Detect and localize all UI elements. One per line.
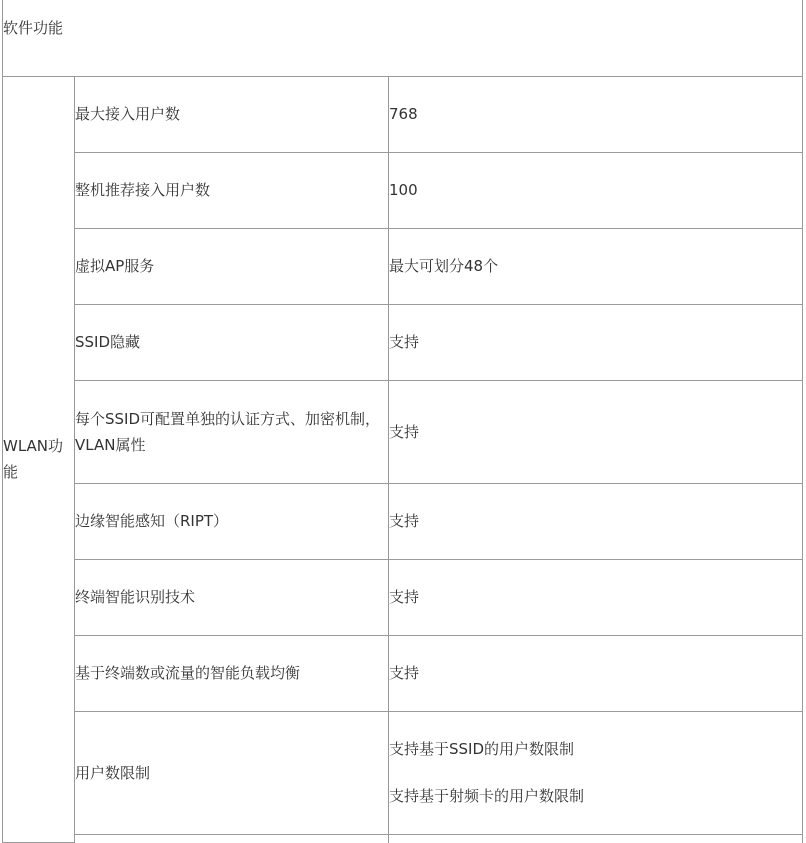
value-line: 支持基于射频卡的用户数限制 — [389, 787, 585, 805]
category-cell: WLAN功能 — [3, 76, 75, 843]
value-cell: 支持 — [389, 304, 803, 380]
line-gap — [389, 762, 802, 783]
feature-cell: 虚拟AP服务 — [75, 228, 389, 304]
table-row — [3, 483, 803, 559]
value-cell: 768 — [389, 76, 803, 152]
value-cell: 100 — [389, 152, 803, 228]
feature-cell: 终端智能识别技术 — [75, 559, 389, 635]
value-cell: 最大可划分48个 — [389, 228, 803, 304]
spec-table — [2, 0, 803, 843]
feature-cell-empty — [75, 834, 389, 843]
table-row — [3, 559, 803, 635]
feature-cell: 最大接入用户数 — [75, 76, 389, 152]
value-cell: 支持 — [389, 380, 803, 483]
feature-cell: 整机推荐接入用户数 — [75, 152, 389, 228]
value-cell — [389, 711, 803, 834]
feature-cell: 每个SSID可配置单独的认证方式、加密机制，VLAN属性 — [75, 380, 389, 483]
section-header-row — [3, 0, 803, 76]
feature-cell: 基于终端数或流量的智能负载均衡 — [75, 635, 389, 711]
value-cell-empty — [389, 834, 803, 843]
table-row — [3, 711, 803, 834]
table-row — [3, 304, 803, 380]
section-title: 软件功能 — [3, 0, 803, 76]
table-row — [3, 635, 803, 711]
feature-cell: 边缘智能感知（RIPT） — [75, 483, 389, 559]
table-row-partial — [3, 834, 803, 843]
value-cell: 支持 — [389, 635, 803, 711]
table-row — [3, 380, 803, 483]
table-row — [3, 228, 803, 304]
feature-cell: SSID隐藏 — [75, 304, 389, 380]
table-row — [3, 76, 803, 152]
value-line: 支持基于SSID的用户数限制 — [389, 740, 575, 758]
feature-cell: 用户数限制 — [75, 711, 389, 834]
table-row — [3, 152, 803, 228]
value-cell: 支持 — [389, 483, 803, 559]
value-cell: 支持 — [389, 559, 803, 635]
